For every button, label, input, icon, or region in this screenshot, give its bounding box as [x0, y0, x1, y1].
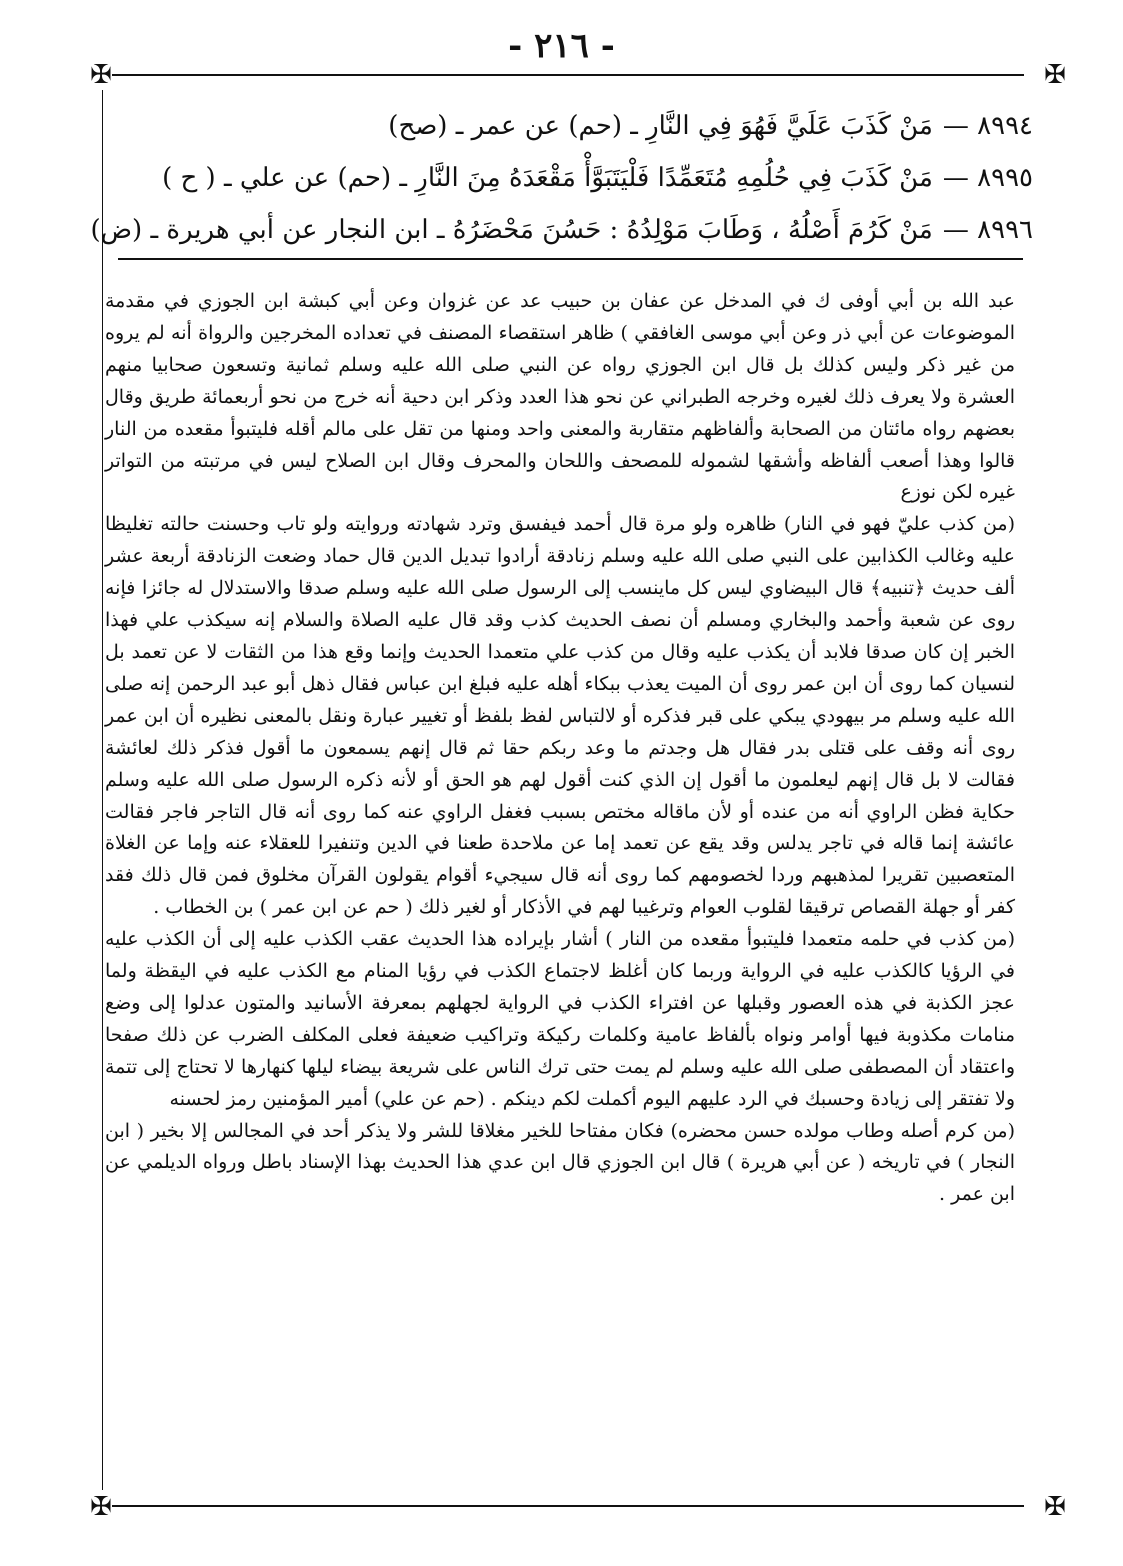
ornament-top-left-icon: ✠ — [90, 60, 112, 90]
top-border-line — [112, 74, 1024, 76]
section-divider — [118, 258, 1023, 260]
bottom-border-line — [112, 1505, 1024, 1507]
hadith-number: ٨٩٩٤ — — [942, 111, 1033, 141]
commentary-paragraph: (من كذب في حلمه متعمدا فليتبوأ مقعده من النار ) أشار بإيراده هذا الحديث عقب الكذب عليه إلى أن الكذب عليه في الرؤيا كالكذب عليه في الرواية وربما كان أغلظ لاجتماع الكذب في رؤيا المنام مع الكذب عليه في اليقظة ولما عجز الكذبة في هذه العصور وقبلها عن افتراء الكذب في الرواية لجهلهم بمعرفة الأسانيد والمتون عدلوا إلى وضع منامات مكذوبة فيها أوامر ونواه بألفاظ عامية وكلمات ركيكة وتراكيب ضعيفة فعلى المكلف الضرب عن ذلك صفحا واعتقاد أن المصطفى صلى الله عليه وسلم لم يمت حتى ترك الناس على شريعة بيضاء ليلها كنهارها لا تحتاج إلى تتمة ولا تفتقر إلى زيادة وحسبك في الرد عليهم اليوم أكملت لكم دينكم . (حم عن علي) أمير المؤمنين رمز لحسنه — [105, 928, 1015, 1110]
page-number: - ٢١٦ - — [508, 26, 615, 66]
hadith-entry — [73, 152, 1033, 204]
commentary-paragraph: (من كذب عليّ فهو في النار) ظاهره ولو مرة قال أحمد فيفسق وترد شهادته وروايته ولو تاب وحسنت حالته تغليظا عليه وغالب الكذابين على النبي صلى الله عليه وسلم زنادقة أرادوا تبديل الدين قال حماد وضعت الزنادقة أربعة عشر ألف حديث ﴿تنبيه﴾ قال البيضاوي ليس كل ماينسب إلى الرسول صلى الله عليه وسلم صدقا والاستدلال له جائزا فإنه روى عن شعبة وأحمد والبخاري ومسلم أن نصف الحديث كذب وقد قال عليه الصلاة والسلام إنه سيكذب علي فهذا الخبر إن كان صدقا فلابد أن يكذب عليه وقال من كذب علي متعمدا الحديث وإنما وقع هذا من الثقات لا عن تعمد بل لنسيان كما روى أن ابن عمر روى أن الميت يعذب ببكاء أهله عليه فبلغ ابن عباس فقال ذهل أبو عبد الرحمن إنه صلى الله عليه وسلم مر بيهودي يبكي على قبر فذكره أو لالتباس لفظ بلفظ أو تغيير عبارة ونقل بالمعنى نظيره أن ابن عمر روى أنه وقف على قتلى بدر فقال هل وجدتم ما وعد ربكم حقا ثم قال إنهم يسمعون ما أقول فذكر ذلك لعائشة فقالت لا بل قال إنهم ليعلمون ما أقول إن الذي كنت أقول لهم هو الحق أو لأنه ذكره الرسول صلى الله عليه وسلم حكاية فظن الراوي أنه من عنده أو لأن ماقاله مختص بسبب فغفل الراوي عنه كما روى أنه قال التاجر فاجر فقالت عائشة إنما قاله في تاجر يدلس وقد يقع عن تعمد إما عن ملاحدة طعنا في الدين وتنفيرا للعقلاء عنه وإما عن الغلاة المتعصبين تقريرا لمذهبهم وردا لخصومهم كما روى أنه قال سيجيء أقوام يقولون القرآن مخلوق فمن قال ذلك فقد كفر أو جهلة القصاص ترقيقا لقلوب العوام وترغيبا لهم في الأذكار أو لغير ذلك ( حم عن ابن عمر ) بن الخطاب . — [105, 513, 1016, 919]
hadith-entry — [73, 100, 1033, 152]
hadith-number: ٨٩٩٥ — — [942, 163, 1033, 193]
commentary-body — [105, 286, 1015, 1211]
commentary-paragraph: (من كرم أصله وطاب مولده حسن محضره) فكان مفتاحا للخير مغلاقا للشر ولا يذكر أحد في المجالس إلا بخير ( ابن النجار ) في تاريخه ( عن أبي هريرة ) قال ابن الجوزي قال ابن عدي هذا الحديث بهذا الإسناد باطل ورواه الديلمي عن ابن عمر . — [105, 1119, 1015, 1206]
left-border-line — [102, 90, 103, 1490]
hadith-text: مَنْ كَذَبَ فِي حُلُمِهِ مُتَعَمِّدًا فَلْيَتَبَوَّأْ مَقْعَدَهُ مِنَ النَّارِ ـ (حم) عن علي ـ ( ح ) — [162, 163, 933, 193]
hadith-number: ٨٩٩٦ — — [942, 215, 1033, 245]
hadith-text: مَنْ كَرُمَ أَصْلُهُ ، وَطَابَ مَوْلِدُهُ : حَسُنَ مَحْضَرُهُ ـ ابن النجار عن أبي هريرة ـ (ض) — [90, 215, 933, 245]
ornament-bottom-left-icon: ✠ — [90, 1492, 112, 1522]
hadith-text: مَنْ كَذَبَ عَلَيَّ فَهُوَ فِي النَّارِ ـ (حم) عن عمر ـ (صح) — [388, 111, 933, 141]
ornament-bottom-right-icon: ✠ — [1044, 1492, 1066, 1522]
ornament-top-right-icon: ✠ — [1044, 60, 1066, 90]
commentary-paragraph: عبد الله بن أبي أوفى ك في المدخل عن عفان بن حبيب عد عن غزوان وعن أبي كبشة ابن الجوزي في مقدمة الموضوعات عن أبي ذر وعن أبي موسى الغافقي ) ظاهر استقصاء المصنف في تعداده المخرجين والرواة أنه لم يروه من غير ذكر وليس كذلك بل قال ابن الجوزي رواه عن النبي صلى الله عليه وسلم ثمانية وتسعون صحابيا منهم العشرة ولا يعرف ذلك لغيره وخرجه الطبراني عن نحو هذا العدد وذكر ابن دحية أنه خرج من نحو أربعمائة طريق وقال بعضهم رواه مائتان من الصحابة وألفاظهم متقاربة والمعنى واحد ومنها من تقل على مالم أقله فليتبوأ مقعده من النار قالوا وهذا أصعب ألفاظه وأشقها لشموله للمصحف واللحان والمحرف وقال ابن الصلاح ليس في مرتبته من التواتر غيره لكن نوزع — [105, 290, 1015, 504]
hadith-list — [73, 100, 1033, 256]
hadith-entry — [73, 204, 1033, 256]
